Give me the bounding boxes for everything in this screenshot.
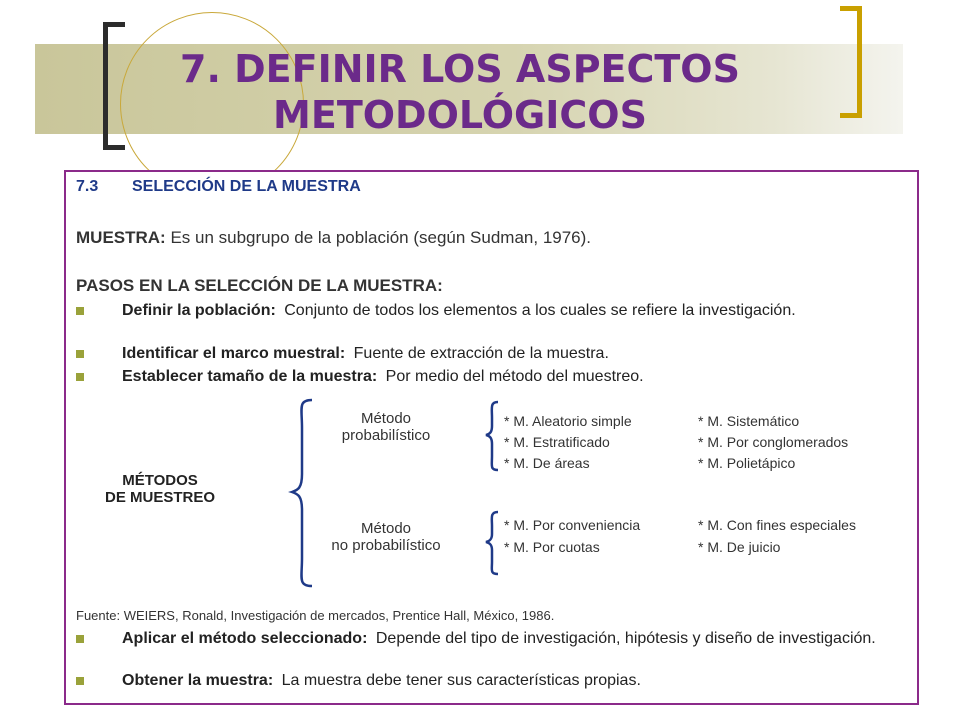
methods-title-line-1: MÉTODOS	[122, 472, 198, 489]
slide-title	[150, 46, 770, 138]
slide-title-line-1: 7. DEFINIR LOS ASPECTOS	[180, 47, 740, 91]
step-text: Por medio del método del muestreo.	[385, 368, 644, 385]
method-item: * M. Polietápico	[698, 455, 796, 471]
non-probabilistic-method-label	[306, 520, 466, 554]
bullet-square-icon	[76, 677, 84, 685]
content-frame	[64, 170, 919, 705]
bullet-square-icon	[76, 635, 84, 643]
probabilistic-method-label	[316, 410, 456, 444]
methods-main-brace	[292, 400, 312, 586]
source-citation: Fuente: WEIERS, Ronald, Investigación de mercados, Prentice Hall, México, 1986.	[76, 608, 555, 623]
slide-title-line-2: METODOLÓGICOS	[273, 93, 647, 137]
method-item: * M. De áreas	[504, 455, 590, 471]
probabilistic-label-line-2: probabilístico	[341, 427, 431, 444]
step-label: Obtener la muestra:	[122, 672, 274, 689]
method-item: * M. De juicio	[698, 539, 781, 555]
method-item: * M. Por conglomerados	[698, 434, 849, 450]
step-text: La muestra debe tener sus características propias.	[281, 672, 641, 689]
method-item: * M. Estratificado	[504, 434, 610, 450]
method-item: * M. Sistemático	[698, 413, 800, 429]
step-label: Definir la población:	[122, 302, 276, 319]
right-bracket-decoration	[840, 6, 862, 118]
method-item: * M. Por cuotas	[504, 539, 600, 555]
method-item: * M. Por conveniencia	[504, 517, 641, 533]
step-label: Establecer tamaño de la muestra:	[122, 368, 378, 385]
subsection-number: 7.3	[76, 178, 99, 195]
methods-title-line-2: DE MUESTREO	[104, 489, 215, 506]
step-label: Aplicar el método seleccionado:	[122, 630, 368, 647]
list-item	[76, 672, 910, 690]
method-item: * M. Aleatorio simple	[504, 413, 632, 429]
step-text: Fuente de extracción de la muestra.	[353, 345, 609, 362]
steps-heading: PASOS EN LA SELECCIÓN DE LA MUESTRA:	[76, 276, 443, 295]
probabilistic-brace	[486, 402, 498, 470]
subsection-title: SELECCIÓN DE LA MUESTRA	[132, 178, 361, 195]
step-text: Conjunto de todos los elementos a los cuales se refiere la investigación.	[284, 302, 796, 319]
non-probabilistic-label-line-1: Método	[360, 520, 412, 537]
step-text: Depende del tipo de investigación, hipótesis y diseño de investigación.	[375, 630, 876, 647]
definition-text: Es un subgrupo de la población (según Sudman, 1976).	[170, 228, 592, 247]
left-bracket-decoration	[103, 22, 125, 150]
probabilistic-label-line-1: Método	[360, 410, 412, 427]
method-item: * M. Con fines especiales	[698, 517, 856, 533]
non-probabilistic-label-line-2: no probabilístico	[331, 537, 441, 554]
non-probabilistic-brace	[486, 512, 498, 574]
step-label: Identificar el marco muestral:	[122, 345, 346, 362]
definition-term: MUESTRA:	[76, 228, 166, 247]
list-item	[76, 630, 910, 648]
methods-title	[76, 472, 244, 506]
